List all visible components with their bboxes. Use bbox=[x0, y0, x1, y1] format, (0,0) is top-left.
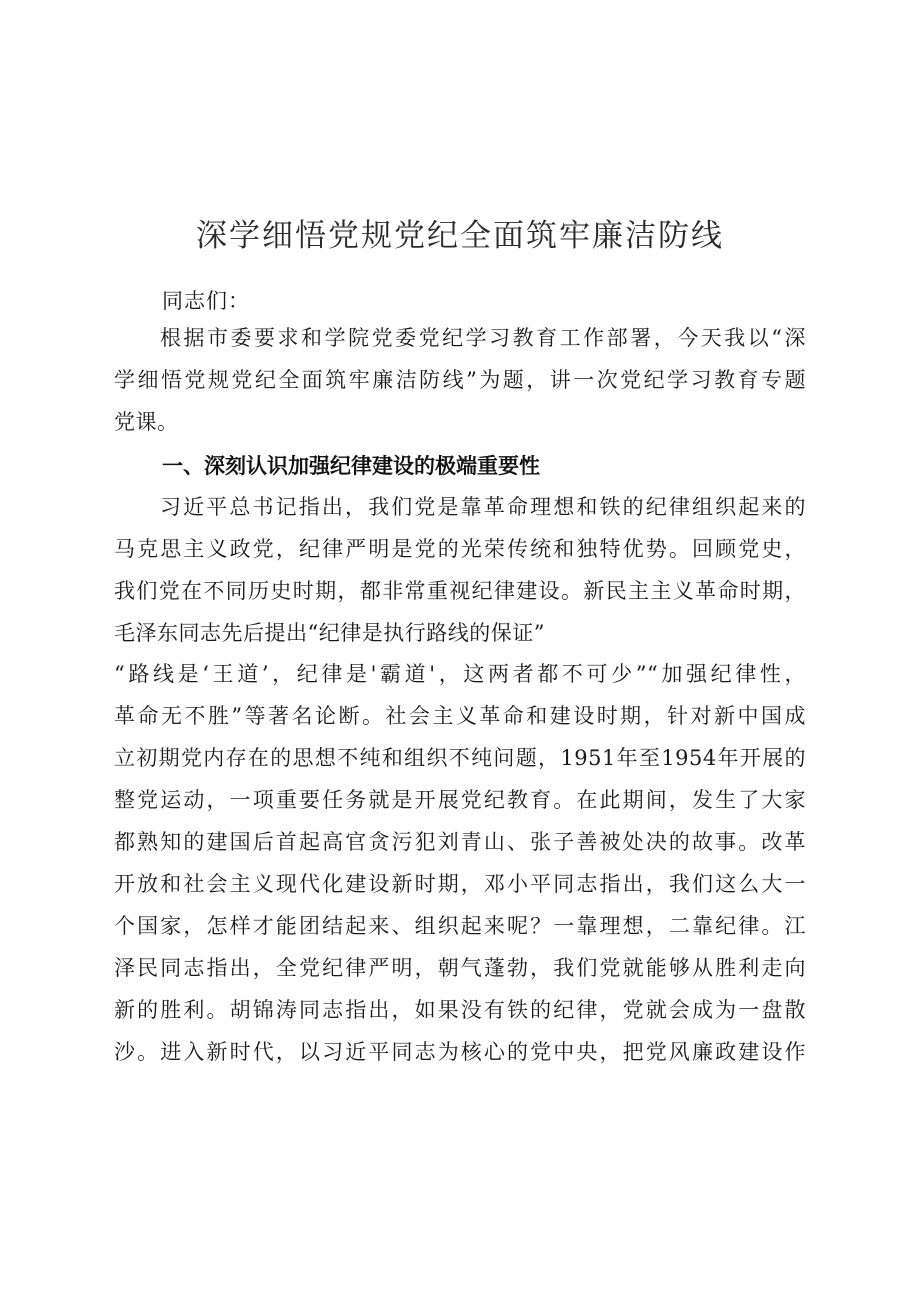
intro-line: 学细悟党规党纪全面筑牢廉洁防线”为题，讲一次党纪学习教育专题 bbox=[114, 368, 806, 392]
body-line: 都熟知的建国后首起高官贪污犯刘青山、张子善被处决的故事。改革 bbox=[114, 830, 806, 854]
intro-line: 根据市委要求和学院党委党纪学习教育工作部署，今天我以“深 bbox=[160, 326, 806, 350]
body-line: 整党运动，一项重要任务就是开展党纪教育。在此期间，发生了大家 bbox=[114, 788, 806, 812]
document-title: 深学细悟党规党纪全面筑牢廉洁防线 bbox=[196, 218, 724, 254]
section-heading: 一、深刻认识加强纪律建设的极端重要性 bbox=[162, 454, 540, 478]
body-line: 我们党在不同历史时期，都非常重视纪律建设。新民主主义革命时期， bbox=[114, 579, 806, 603]
body-line: “路线是‘王道’，纪律是'霸道'，这两者都不可少”“加强纪律性， bbox=[114, 662, 806, 686]
salutation: 同志们： bbox=[162, 289, 250, 313]
body-line: 个国家，怎样才能团结起来、组织起来呢？一靠理想，二靠纪律。江 bbox=[114, 914, 806, 938]
body-line: 沙。进入新时代，以习近平同志为核心的党中央，把党风廉政建设作 bbox=[114, 1040, 806, 1064]
intro-line: 党课。 bbox=[114, 410, 179, 434]
body-line: 新的胜利。胡锦涛同志指出，如果没有铁的纪律，党就会成为一盘散 bbox=[114, 998, 806, 1022]
body-line: 毛泽东同志先后提出“纪律是执行路线的保证” bbox=[114, 621, 545, 645]
body-line: 马克思主义政党，纪律严明是党的光荣传统和独特优势。回顾党史， bbox=[114, 537, 806, 561]
body-line: 泽民同志指出，全党纪律严明，朝气蓬勃，我们党就能够从胜利走向 bbox=[114, 956, 806, 980]
body-line: 革命无不胜”等著名论断。社会主义革命和建设时期，针对新中国成 bbox=[114, 704, 806, 728]
body-line: 立初期党内存在的思想不纯和组织不纯问题，1951年至1954年开展的 bbox=[114, 746, 806, 770]
body-line: 开放和社会主义现代化建设新时期，邓小平同志指出，我们这么大一 bbox=[114, 872, 806, 896]
body-line: 习近平总书记指出，我们党是靠革命理想和铁的纪律组织起来的 bbox=[160, 495, 806, 519]
